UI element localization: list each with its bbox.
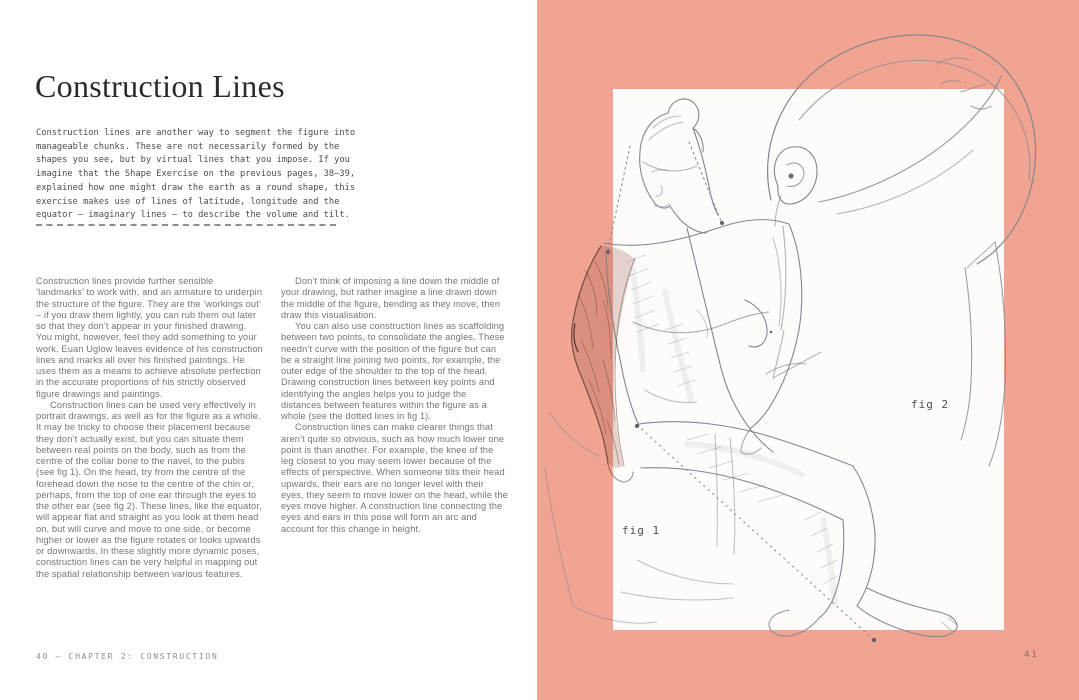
- dashed-construction-lines: [608, 142, 721, 250]
- shaded-arm: [572, 246, 635, 482]
- text-column-right: [281, 276, 508, 580]
- folio-left: 40 — CHAPTER 2: CONSTRUCTION: [36, 652, 219, 661]
- intro-paragraph: Construction lines are another way to segment the figure into manageable chunks. These are not necessarily formed by the shapes you see, but by virtual lines that you impose. If you imagine that the Shape Exercise on the previous pages, 38–39, explained how one might draw the earth as a round shape, this exercise makes use of lines of latitude, longitude and the equator — imaginary lines — to describe the volume and tilt.: [36, 128, 356, 221]
- fig1-label: fig 1: [622, 524, 661, 537]
- paragraph: You can also use construction lines as scaffolding between two points, to consolidate the angles. These needn’t curve with the position of the figure but can be a straight line joining two points, for example, the outer edge of the shoulder to the top of the head. Drawing construction lines between key points and identifying the angles helps you to judge the distances between features within the figure as a whole (see the dotted lines in fig 1).: [281, 321, 505, 421]
- paragraph: Construction lines provide further sensible ‘landmarks’ to work with, and an armature to underpin the structure of the figure. They are the ‘workings out’ – if you draw them lightly, you can rub them out later so that they don’t appear in your finished drawing. You might, however, feel they add something to your work. Euan Uglow leaves evidence of his construction lines and marks all over his finished paintings. He uses them as a means to achieve absolute perfection in the accurate proportions of his strictly observed figure drawings and paintings.: [36, 276, 263, 399]
- paragraph: Construction lines can make clearer things that aren’t quite so obvious, such as how much lower one point is than another. For example, the knee of the leg closest to you may seem lower because of the effects of perspective. When someone tilts their head upwards, their ears are no longer level with their eyes, they seem to move lower on the head, while the eyes move higher. A construction line connecting the eyes and ears in this pose will form an arc and account for this change in height.: [281, 422, 508, 534]
- right-page: [537, 0, 1079, 700]
- folio-right: 41: [1024, 650, 1039, 660]
- text-column-left: [36, 276, 263, 580]
- page-title: Construction Lines: [35, 68, 285, 104]
- face-feature-hints: [937, 58, 991, 109]
- face-hints: [649, 116, 683, 207]
- left-page: [0, 0, 537, 700]
- paragraph: Don’t think of imposing a line down the middle of your drawing, but rather imagine a line drawn down the middle of the figure, bending as they move, then draw this visualisation.: [281, 276, 501, 320]
- fig2-head-sketch: [766, 35, 1036, 466]
- paragraph: Construction lines can be used very effectively in portrait drawings, as well as for the figure as a whole. It may be tricky to choose their placement because they don’t actually exist, but you can situate them between real points on the body, such as from the centre of the collar bone to the navel, to the pubis (see fig 1). On the head, try from the centre of the forehead down the nose to the centre of the chin or, perhaps, from the top of one ear through the eyes to the other ear (see fig 2). These lines, like the equator, will appear flat and straight as you look at them head on, but will curve and move to one side, or become higher or lower as the figure rotates or looks upwards or downwards. In these slightly more dynamic poses, construction lines can be very helpful in mapping out the spatial relationship between various features.: [36, 399, 262, 579]
- pencil-sketch: [537, 0, 1079, 700]
- dashed-divider: [36, 224, 340, 226]
- body-text-columns: [36, 276, 508, 580]
- fig2-label: fig 2: [911, 398, 950, 411]
